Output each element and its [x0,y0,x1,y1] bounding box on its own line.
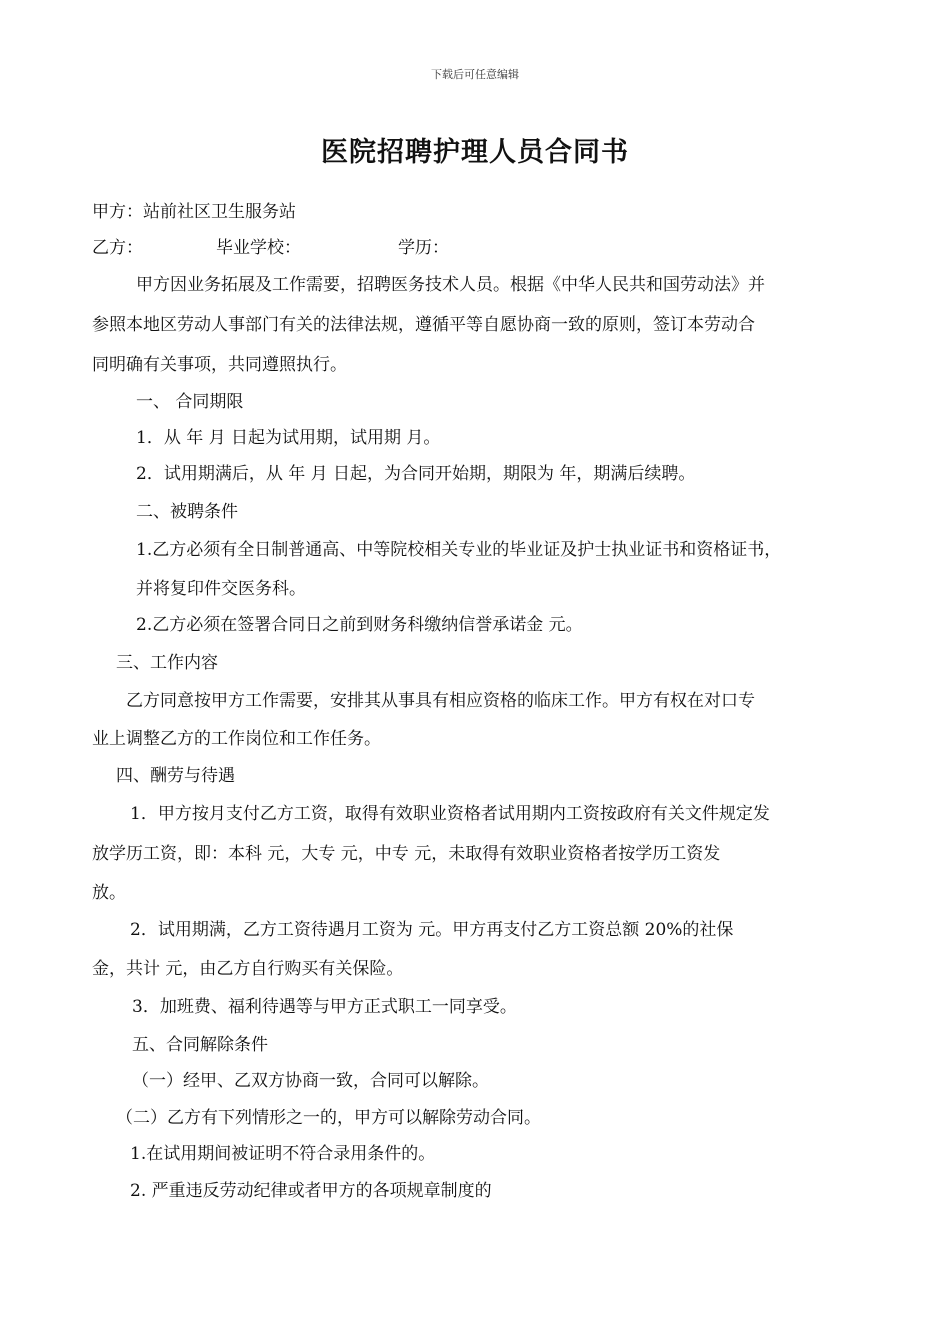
section-4-item-2a: 2．试用期满，乙方工资待遇月工资为 元。甲方再支付乙方工资总额 20%的社保 [130,920,734,940]
section-1-item-1: 1．从 年 月 日起为试用期，试用期 月。 [136,428,441,448]
section-3-para-1: 乙方同意按甲方工作需要，安排其从事具有相应资格的临床工作。甲方有权在对口专 [126,691,755,711]
page-title: 医院招聘护理人员合同书 [321,137,629,168]
section-1-item-2: 2．试用期满后，从 年 月 日起，为合同开始期，期限为 年，期满后续聘。 [136,464,696,484]
party-b-line [92,236,592,260]
section-4-item-1b: 放学历工资，即：本科 元，大专 元，中专 元，未取得有效职业资格者按学历工资发 [92,844,721,864]
intro-line-1: 甲方因业务拓展及工作需要，招聘医务技术人员。根据《中华人民共和国劳动法》并 [136,275,765,295]
section-5-heading: 五、合同解除条件 [132,1035,268,1055]
section-5-item-1: 1.在试用期间被证明不符合录用条件的。 [130,1144,436,1164]
section-4-item-1c: 放。 [92,883,126,903]
party-b-education-label: 学历： [398,238,449,258]
section-3-heading: 三、工作内容 [116,653,218,673]
section-1-heading: 一、 合同期限 [136,392,244,412]
section-5-item-2: 2. 严重违反劳动纪律或者甲方的各项规章制度的 [130,1181,492,1201]
party-b-school-label: 毕业学校： [216,238,301,258]
intro-line-3: 同明确有关事项，共同遵照执行。 [92,355,347,375]
section-4-heading: 四、酬劳与待遇 [116,766,235,786]
section-5-sub-1: （一）经甲、乙双方协商一致，合同可以解除。 [132,1071,489,1091]
section-2-item-1a: 1.乙方必须有全日制普通高、中等院校相关专业的毕业证及护士执业证书和资格证书， [136,540,782,560]
section-2-item-2: 2.乙方必须在签署合同日之前到财务科缴纳信誉承诺金 元。 [136,615,583,635]
intro-line-2: 参照本地区劳动人事部门有关的法律法规，遵循平等自愿协商一致的原则，签订本劳动合 [92,315,755,335]
party-b-label: 乙方： [92,238,143,258]
section-2-item-1b: 并将复印件交医务科。 [136,579,306,599]
section-3-para-2: 业上调整乙方的工作岗位和工作任务。 [92,729,381,749]
section-4-item-2b: 金，共计 元，由乙方自行购买有关保险。 [92,959,404,979]
section-4-item-3: 3．加班费、福利待遇等与甲方正式职工一同享受。 [132,997,517,1017]
header-note: 下载后可任意编辑 [431,68,519,81]
section-2-heading: 二、被聘条件 [136,502,238,522]
party-a-line: 甲方：站前社区卫生服务站 [92,202,296,222]
section-5-sub-2: （二）乙方有下列情形之一的，甲方可以解除劳动合同。 [116,1108,541,1128]
section-4-item-1a: 1．甲方按月支付乙方工资，取得有效职业资格者试用期内工资按政府有关文件规定发 [130,804,770,824]
